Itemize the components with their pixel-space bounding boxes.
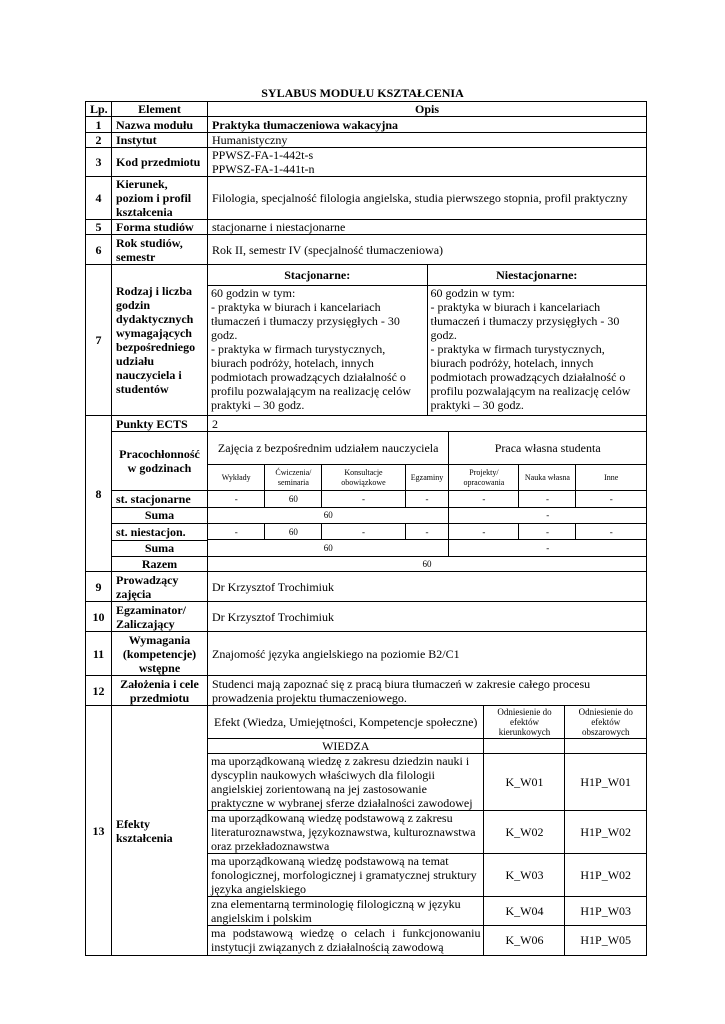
activity-type-label: Wykłady [208, 465, 265, 491]
direct-contact-header: Zajęcia z bezpośrednim udziałem nauczyciela [208, 432, 449, 465]
own-work-header: Praca własna studenta [449, 432, 646, 465]
outcome-row [208, 925, 646, 955]
year-semester-value: Rok II, semestr IV (specjalność tłumaczeniowa) [208, 235, 647, 265]
direct-sum: 60 [208, 507, 449, 523]
outcome-row [208, 896, 646, 925]
activity-type-label: Konsultacje obowiązkowe [322, 465, 405, 491]
activity-type-label: Egzaminy [405, 465, 449, 491]
own-sum: - [449, 540, 646, 556]
row-number: 8 [86, 416, 112, 572]
sum-label: Suma [112, 507, 208, 523]
field-of-study-value: Filologia, specjalność filologia angielska, studia pierwszego stopnia, profil praktyczny [208, 177, 647, 220]
effect-header: Efekt (Wiedza, Umiejętności, Kompetencje społeczne) [208, 706, 484, 738]
hours-cell: - [405, 491, 449, 507]
extramural-hours-row [208, 523, 646, 539]
row-label: Instytut [112, 133, 208, 148]
learning-outcomes [208, 706, 647, 956]
syllabus-table [85, 101, 647, 956]
row-label: Założenia i cele przedmiotu [112, 676, 208, 706]
hours-cell: - [322, 491, 405, 507]
module-name: Praktyka tłumaczeniowa wakacyjna [208, 117, 647, 133]
hours-cell: - [208, 523, 265, 539]
row-label: Prowadzący zajęcia [112, 572, 208, 602]
total-value: 60 [208, 557, 647, 572]
row-number: 13 [86, 706, 112, 956]
row-number: 9 [86, 572, 112, 602]
examiner-value: Dr Krzysztof Trochimiuk [208, 602, 647, 632]
hours-cell: - [576, 491, 646, 507]
workload-grid [208, 432, 647, 557]
row-number: 7 [86, 265, 112, 416]
direction-code: K_W01 [484, 753, 565, 810]
row-8-total [86, 557, 647, 572]
row-number: 11 [86, 632, 112, 676]
hours-cell: 60 [265, 523, 322, 539]
stationary-header: Stacjonarne: [208, 265, 427, 285]
instructor-value: Dr Krzysztof Trochimiuk [208, 572, 647, 602]
stationary-hours-row [208, 491, 646, 507]
row-13 [86, 706, 647, 956]
row-label: Forma studiów [112, 220, 208, 235]
row-7 [86, 265, 647, 416]
workload-label: Pracochłonność w godzinach [112, 432, 208, 491]
prerequisites-value: Znajomość języka angielskiego na poziomie B2/C1 [208, 632, 647, 676]
stationary-hours-text: 60 godzin w tym: - praktyka w biurach i kancelariach tłumaczeń i tłumaczy przysięgłych - 30 godz. - praktyka w firmach turystycznych, biurach podróży, hotelach, innych podmiotach prowadzących działalność o profilu pozwalającym na realizację celów praktyki – 30 godz. [208, 285, 427, 415]
header-lp: Lp. [86, 102, 112, 117]
study-form-value: stacjonarne i niestacjonarne [208, 220, 647, 235]
outcome-row [208, 853, 646, 896]
direction-code: K_W03 [484, 853, 565, 896]
row-label: Nazwa modułu [112, 117, 208, 133]
row-number: 1 [86, 117, 112, 133]
header-row [86, 102, 647, 117]
row-label: Kod przedmiotu [112, 148, 208, 177]
knowledge-section-header: WIEDZA [208, 738, 484, 753]
extramural-header: Niestacjonarne: [427, 265, 646, 285]
row-6 [86, 235, 647, 265]
row-label: Efekty kształcenia [112, 706, 208, 956]
area-code: H1P_W02 [565, 853, 646, 896]
hours-cell: - [405, 523, 449, 539]
header-opis: Opis [208, 102, 647, 117]
row-9 [86, 572, 647, 602]
course-code-extramural: PPWSZ-FA-1-441t-n [212, 162, 315, 176]
row-number: 2 [86, 133, 112, 148]
area-code: H1P_W01 [565, 753, 646, 810]
outcome-text: ma uporządkowaną wiedzę podstawową z zakresu literaturoznawstwa, językoznawstwa, kulturoznawstwa oraz przekładoznawstwa [208, 810, 484, 853]
area-code: H1P_W05 [565, 925, 646, 955]
row-label: Rodzaj i liczba godzin dydaktycznych wymagających bezpośredniego udziału nauczyciela i studentów [112, 265, 208, 416]
row-number: 6 [86, 235, 112, 265]
direction-code: K_W02 [484, 810, 565, 853]
course-codes [208, 148, 647, 177]
outcome-text: zna elementarną terminologię filologiczną w języku angielskim i polskim [208, 896, 484, 925]
direction-code: K_W06 [484, 925, 565, 955]
hours-cell: - [449, 523, 519, 539]
activity-type-label: Inne [576, 465, 646, 491]
area-ref-header: Odniesienie do efektów obszarowych [565, 706, 646, 738]
activity-type-row [208, 465, 646, 491]
total-label: Razem [112, 557, 208, 572]
document-title: SYLABUS MODUŁU KSZTAŁCENIA [261, 86, 464, 100]
direct-sum: 60 [208, 540, 449, 556]
direction-ref-header: Odniesienie do efektów kierunkowych [484, 706, 565, 738]
row-number: 12 [86, 676, 112, 706]
area-code: H1P_W03 [565, 896, 646, 925]
outcome-row [208, 810, 646, 853]
row-8-workload [86, 432, 647, 491]
course-code-stationary: PPWSZ-FA-1-442t-s [212, 148, 314, 162]
outcome-text: ma podstawową wiedzę o celach i funkcjonowaniu instytucji związanych z działalnością zawodową [208, 925, 484, 955]
hours-cell: - [208, 491, 265, 507]
outcome-row [208, 753, 646, 810]
row-label: Wymagania (kompetencje) wstępne [112, 632, 208, 676]
objectives-value: Studenci mają zapoznać się z pracą biura tłumaczeń w zakresie całego procesu prowadzenia projektu tłumaczeniowego. [208, 676, 647, 706]
row-number: 5 [86, 220, 112, 235]
row-2 [86, 133, 647, 148]
hours-cell: - [519, 491, 576, 507]
stationary-sum-row [208, 507, 646, 523]
row-label: Rok studiów, semestr [112, 235, 208, 265]
row-number: 10 [86, 602, 112, 632]
row-label: Kierunek, poziom i profil kształcenia [112, 177, 208, 220]
activity-type-label: Projekty/ opracowania [449, 465, 519, 491]
row-1 [86, 117, 647, 133]
row-5 [86, 220, 647, 235]
row-3 [86, 148, 647, 177]
ects-label: Punkty ECTS [112, 416, 208, 432]
row-4 [86, 177, 647, 220]
sum-label: Suma [112, 540, 208, 556]
row-label: Egzaminator/ Zaliczający [112, 602, 208, 632]
outcome-text: ma uporządkowaną wiedzę podstawową na temat fonologicznej, morfologicznej i gramatycznej struktury języka angielskiego [208, 853, 484, 896]
hours-cell: - [576, 523, 646, 539]
row-number: 4 [86, 177, 112, 220]
hours-cell: - [519, 523, 576, 539]
extramural-sum-row [208, 540, 646, 556]
hours-cell: - [449, 491, 519, 507]
hours-cell: - [322, 523, 405, 539]
extramural-label: st. niestacjon. [112, 524, 208, 540]
hours-breakdown [208, 265, 647, 416]
activity-type-label: Ćwiczenia/ seminaria [265, 465, 322, 491]
row-8-ects [86, 416, 647, 432]
row-11 [86, 632, 647, 676]
area-code: H1P_W02 [565, 810, 646, 853]
outcome-text: ma uporządkowaną wiedzę z zakresu dziedzin nauki i dyscyplin naukowych właściwych dla filologii angielskiej zorientowaną na jej zastosowanie praktyczne w wybranej sferze działalności zawodowej [208, 753, 484, 810]
row-number: 3 [86, 148, 112, 177]
extramural-hours-text: 60 godzin w tym: - praktyka w biurach i kancelariach tłumaczeń i tłumaczy przysięgłych - 30 godz. - praktyka w firmach turystycznych, biurach podróży, hotelach, innych podmiotach prowadzących działalność o profilu pozwalającym na realizację celów praktyki – 30 godz. [427, 285, 646, 415]
row-12 [86, 676, 647, 706]
own-sum: - [449, 507, 646, 523]
hours-cell: 60 [265, 491, 322, 507]
ects-value: 2 [208, 416, 647, 432]
header-element: Element [112, 102, 208, 117]
direction-code: K_W04 [484, 896, 565, 925]
institute-value: Humanistyczny [208, 133, 647, 148]
row-10 [86, 602, 647, 632]
activity-type-label: Nauka własna [519, 465, 576, 491]
stationary-label: st. stacjonarne [112, 491, 208, 507]
